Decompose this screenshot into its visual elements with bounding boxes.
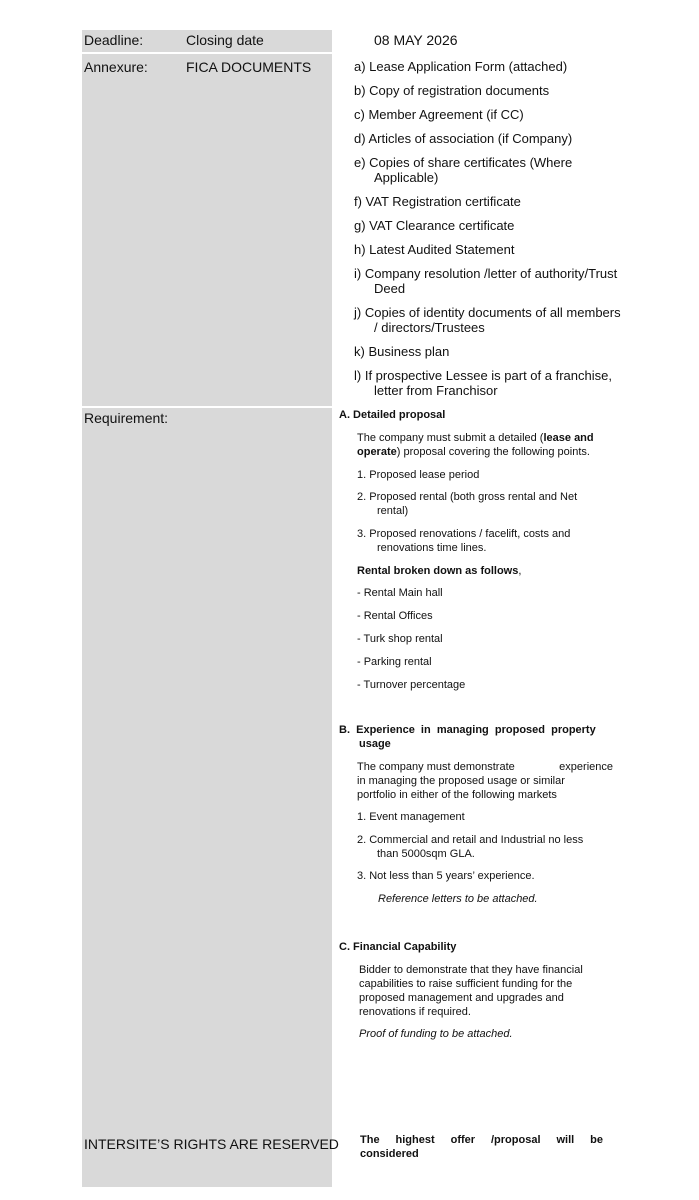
section-a-heading: A. Detailed proposal	[339, 409, 446, 421]
rental-item: - Rental Main hall	[357, 587, 443, 599]
reference-letters-note: Reference letters to be attached.	[378, 893, 538, 905]
rental-item: - Turk shop rental	[357, 633, 443, 645]
closing-date-value: 08 MAY 2026	[374, 32, 458, 48]
annexure-item: b) Copy of registration documents	[354, 83, 550, 98]
rental-item: - Turnover percentage	[357, 679, 466, 691]
deadline-label: Deadline:	[84, 32, 144, 48]
section-b-point: 2. Commercial and retail and Industrial no less than 5000sqm GLA.	[357, 834, 584, 860]
proof-of-funding-note: Proof of funding to be attached.	[359, 1028, 513, 1040]
row-divider	[82, 406, 332, 408]
section-c-heading: C. Financial Capability	[339, 941, 457, 953]
annexure-item: a) Lease Application Form (attached)	[354, 59, 568, 74]
section-b-point: 3. Not less than 5 years’ experience.	[357, 870, 535, 882]
highest-offer-statement: The highest offer /proposal will be considered	[360, 1134, 603, 1160]
section-a-intro: The company must submit a detailed (lease and operate) proposal covering the following points.	[357, 432, 594, 458]
requirement-label: Requirement:	[84, 410, 169, 426]
annexure-item: f) VAT Registration certificate	[354, 194, 521, 209]
fica-documents-label: FICA DOCUMENTS	[186, 59, 312, 75]
annexure-label: Annexure:	[84, 59, 148, 75]
rights-reserved-label: INTERSITE’S RIGHTS ARE RESERVED	[84, 1136, 339, 1152]
annexure-item: i) Company resolution /letter of authority/Trust Deed	[354, 266, 618, 296]
section-a-point: 3. Proposed renovations / facelift, costs and renovations time lines.	[357, 528, 571, 554]
annexure-item: g) VAT Clearance certificate	[354, 218, 515, 233]
annexure-item: j) Copies of identity documents of all members / directors/Trustees	[354, 305, 621, 335]
section-b-heading: B. Experience in managing proposed property usage	[339, 724, 596, 750]
section-a-point: 2. Proposed rental (both gross rental and Net rental)	[357, 491, 578, 517]
annexure-item: l) If prospective Lessee is part of a franchise, letter from Franchisor	[354, 368, 612, 398]
annexure-item: h) Latest Audited Statement	[354, 242, 515, 257]
section-b-point: 1. Event management	[357, 811, 465, 823]
row-divider	[82, 52, 332, 54]
rental-item: - Parking rental	[357, 656, 432, 668]
closing-date-label: Closing date	[186, 32, 264, 48]
rental-item: - Rental Offices	[357, 610, 433, 622]
section-a-point: 1. Proposed lease period	[357, 469, 480, 481]
annexure-item: c) Member Agreement (if CC)	[354, 107, 524, 122]
section-c-body: Bidder to demonstrate that they have financial capabilities to raise sufficient funding for the proposed management and upgrades and renovations if required.	[359, 964, 583, 1018]
annexure-item: k) Business plan	[354, 344, 450, 359]
label-column-background	[82, 30, 332, 1187]
section-b-intro: The company must demonstrate experience in managing the proposed usage or similar portfolio in either of the following markets	[357, 761, 613, 801]
annexure-item: d) Articles of association (if Company)	[354, 131, 573, 146]
annexure-item: e) Copies of share certificates (Where Applicable)	[354, 155, 573, 185]
rental-breakdown-heading: Rental broken down as follows,	[357, 565, 522, 577]
